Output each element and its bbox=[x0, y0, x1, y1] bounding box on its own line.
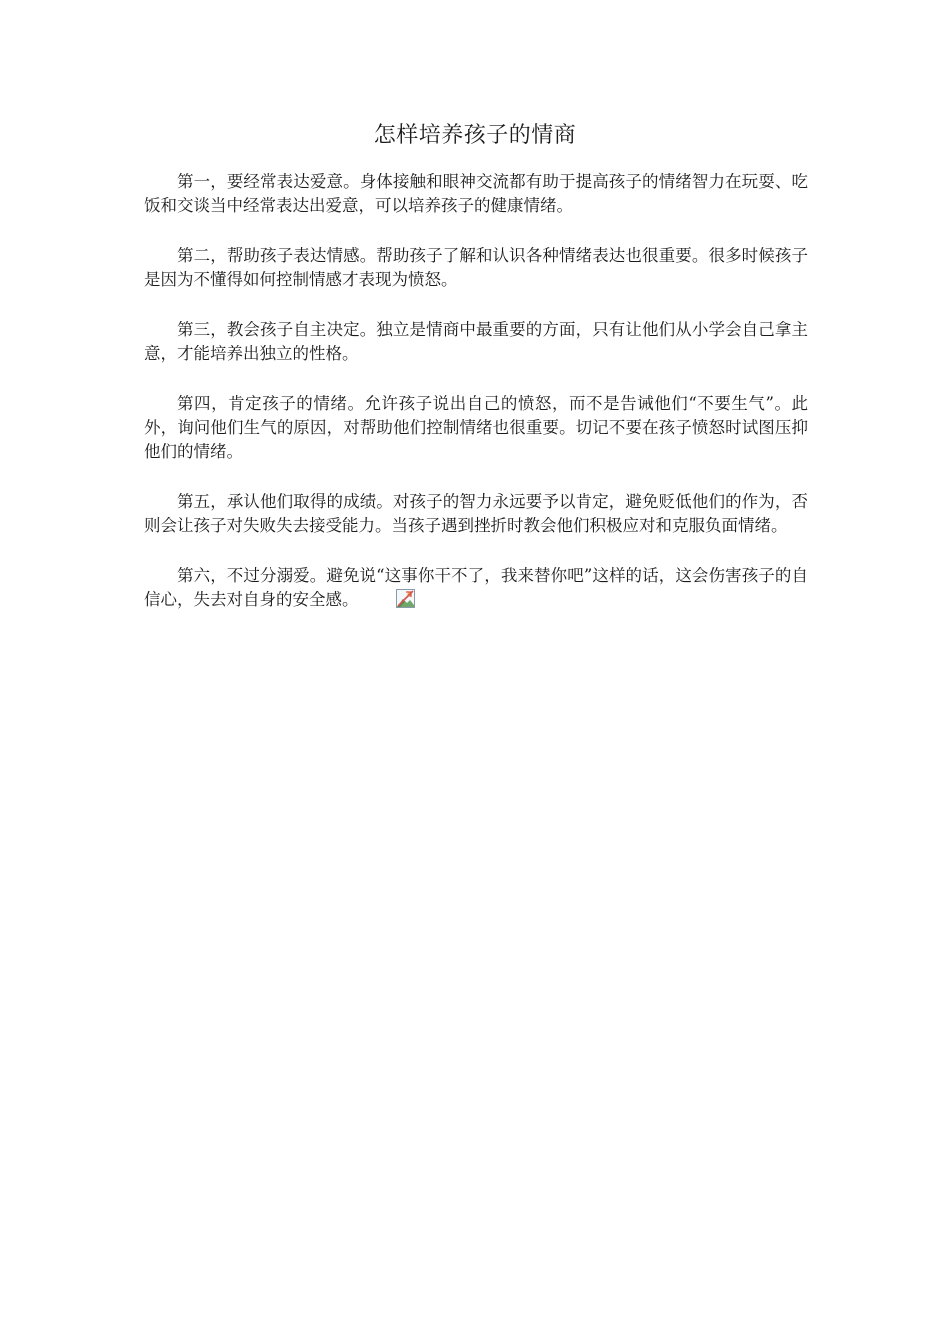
paragraph-3: 第三，教会孩子自主决定。独立是情商中最重要的方面，只有让他们从小学会自己拿主意，才能培养出独立的性格。 bbox=[144, 320, 808, 363]
paragraph-4: 第四，肯定孩子的情绪。允许孩子说出自己的愤怒，而不是告诫他们“不要生气”。此外，询问他们生气的原因，对帮助他们控制情绪也很重要。切记不要在孩子愤怒时试图压抑他们的情绪。 bbox=[144, 394, 808, 461]
paragraph-5: 第五，承认他们取得的成绩。对孩子的智力永远要予以肯定，避免贬低他们的作为，否则会让孩子对失败失去接受能力。当孩子遇到挫折时教会他们积极应对和克服负面情绪。 bbox=[144, 492, 808, 535]
paragraph-6-text: 第六，不过分溺爱。避免说“这事你干不了，我来替你吧”这样的话，这会伤害孩子的自信心，失去对自身的安全感。 bbox=[144, 566, 808, 609]
document-title: 怎样培养孩子的情商 bbox=[373, 123, 577, 148]
document-body bbox=[144, 170, 808, 638]
paragraph-6 bbox=[144, 564, 808, 612]
paragraph-1: 第一，要经常表达爱意。身体接触和眼神交流都有助于提高孩子的情绪智力在玩耍、吃饭和交谈当中经常表达出爱意，可以培养孩子的健康情绪。 bbox=[144, 172, 808, 215]
broken-image-icon bbox=[363, 589, 382, 608]
paragraph-2: 第二，帮助孩子表达情感。帮助孩子了解和认识各种情绪表达也很重要。很多时候孩子是因为不懂得如何控制情感才表现为愤怒。 bbox=[144, 246, 808, 289]
